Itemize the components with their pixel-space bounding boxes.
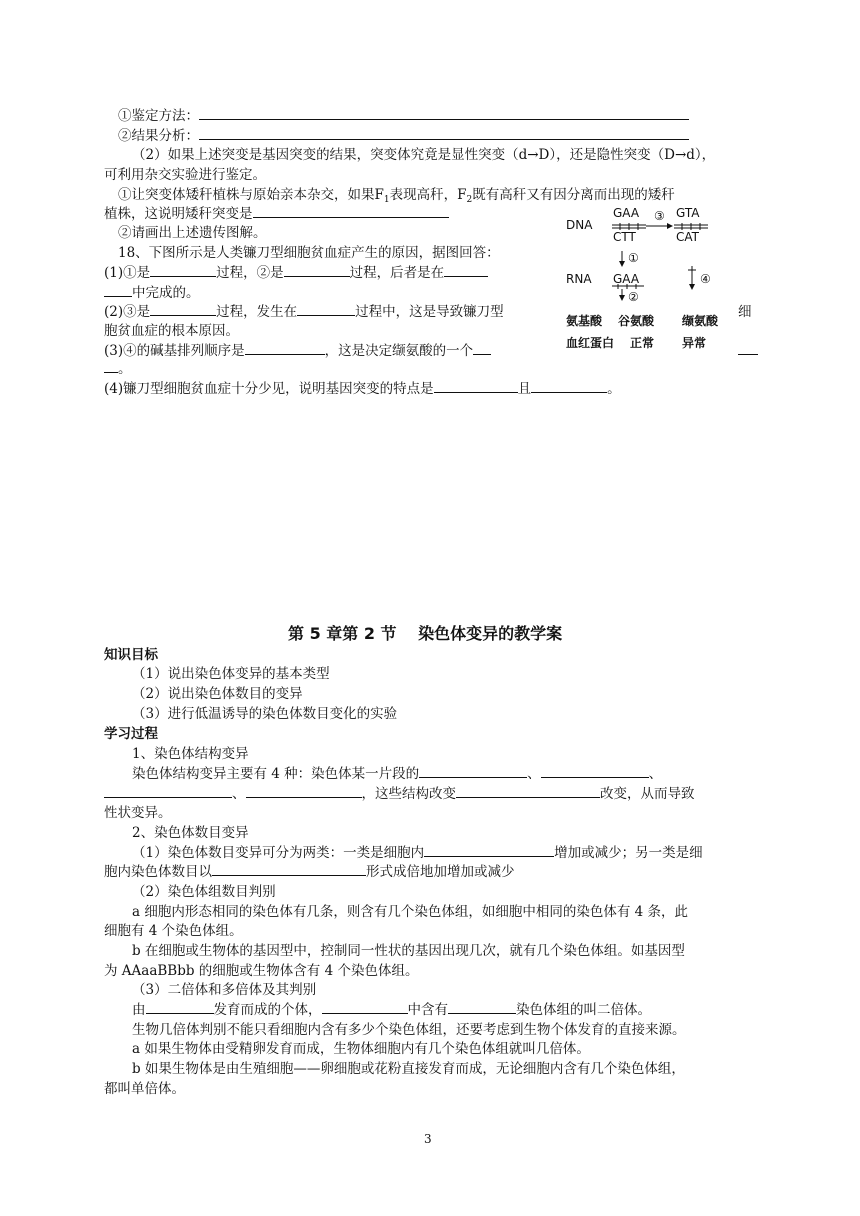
blank[interactable] [444, 264, 488, 277]
line-q18-1 [104, 264, 488, 282]
para: 2、染色体数目变异 [132, 825, 249, 841]
para: 1、染色体结构变异 [132, 746, 249, 762]
text: 染色体结构变异主要有 4 种：染色体某一片段的 [132, 766, 420, 782]
text: (1)①是 [104, 265, 151, 281]
blank[interactable] [322, 1001, 408, 1014]
text: （1）染色体数目变异可分为两类：一类是细胞内 [132, 845, 425, 861]
blank[interactable] [199, 107, 689, 120]
text: 形式成倍地加增加或减少 [366, 864, 515, 880]
page-number: 3 [424, 1132, 432, 1146]
text: ①让突变体矮秆植株与原始亲本杂交，如果F [118, 187, 384, 203]
normal-label: 正常 [630, 336, 655, 350]
text: (3)④的碱基排列顺序是 [104, 343, 245, 359]
para: b 在细胞或生物体的基因型中，控制同一性状的基因出现几次，就有几个染色体组。如基因型 [132, 943, 685, 959]
dna-top-left: GAA [613, 206, 640, 220]
blank[interactable] [146, 1001, 214, 1014]
para: b 如果生物体是由生殖细胞——卵细胞或花粉直接发育而成，无论细胞内含有几个染色体组， [132, 1061, 685, 1077]
text: 改变，从而导致 [600, 786, 695, 802]
amino-mutant: 缬氨酸 [682, 314, 719, 328]
line-q18-3-cont [104, 360, 132, 378]
para [132, 844, 703, 862]
blank[interactable] [253, 205, 449, 218]
line-method [118, 107, 689, 125]
goal-item: （2）说出染色体数目的变异 [132, 686, 303, 702]
text: (2)③是 [104, 304, 151, 320]
para: 为 AAaaBBbb 的细胞或生物体含有 4 个染色体组。 [104, 963, 419, 979]
text: ，这些结构改变 [361, 786, 456, 802]
step-2-label: ② [628, 290, 639, 304]
line-draw: ②请画出上述遗传图解。 [118, 225, 267, 241]
line-q18-4 [104, 380, 621, 398]
goal-item: （1）说出染色体变异的基本类型 [132, 666, 330, 682]
amino-normal: 谷氨酸 [618, 314, 655, 328]
line-q2: （2）如果上述突变是基因突变的结果，突变体究竟是显性突变（d→D），还是隐性突变（D→d）， [132, 147, 716, 163]
goal-item: （3）进行低温诱导的染色体数目变化的实验 [132, 706, 398, 722]
text: 、 [232, 786, 246, 802]
sickle-cell-figure [556, 206, 776, 356]
blank[interactable] [104, 785, 232, 798]
blank[interactable] [424, 844, 554, 857]
subscript: 2 [466, 195, 473, 205]
dna-bottom-left: CTT [613, 230, 636, 244]
para: a 细胞内形态相同的染色体有几条，则含有几个染色体组，如细胞中相同的染色体有 4 条，此 [132, 904, 689, 920]
para [132, 1001, 651, 1019]
text: 。 [607, 381, 621, 397]
text: 胞内染色体数目以 [104, 864, 212, 880]
para: a 如果生物体由受精卵发育而成，生物体细胞内有几个染色体组就叫几倍体。 [132, 1041, 590, 1057]
blank[interactable] [246, 785, 362, 798]
para [132, 765, 662, 783]
para: 性状变异。 [104, 805, 172, 821]
blank[interactable] [434, 380, 518, 393]
text: 由 [132, 1002, 146, 1018]
question-18: 18、下图所示是人类镰刀型细胞贫血症产生的原因，据图回答： [118, 245, 500, 261]
dna-label: DNA [566, 218, 593, 232]
blank[interactable] [150, 303, 216, 316]
para: 都叫单倍体。 [104, 1081, 185, 1097]
dna-top-right: GTA [676, 206, 700, 220]
para: 细胞有 4 个染色体组。 [104, 923, 243, 939]
text: 、 [527, 766, 541, 782]
blank[interactable] [150, 264, 216, 277]
line-q18-2 [104, 303, 504, 321]
blank[interactable] [419, 765, 527, 778]
step-4-label: ④ [700, 272, 711, 286]
text: 发育而成的个体， [213, 1002, 322, 1018]
text: 过程中，这是导致镰刀型 [355, 304, 504, 320]
blank[interactable] [212, 863, 366, 876]
text: 增加或减少；另一类是细 [554, 845, 703, 861]
blank[interactable] [541, 765, 649, 778]
para: （2）染色体组数目判别 [132, 884, 276, 900]
blank[interactable] [199, 127, 689, 140]
para: 生物几倍体判别不能只看细胞内含有多少个染色体组，还要考虑到生物个体发育的直接来源。 [132, 1022, 686, 1038]
text: ②结果分析： [118, 128, 199, 144]
line-q18-2-cont: 胞贫血症的根本原因。 [104, 323, 239, 339]
blank[interactable] [245, 342, 325, 355]
blank[interactable] [448, 1001, 516, 1014]
subscript: 1 [383, 195, 390, 205]
blank[interactable] [297, 303, 355, 316]
hemoglobin-label: 血红蛋白 [566, 336, 615, 350]
line-q18-2-tail: 细 [738, 304, 752, 320]
text: ①鉴定方法： [118, 108, 199, 124]
line-q18-3 [104, 342, 491, 360]
text: 过程，发生在 [216, 304, 298, 320]
text: 过程，②是 [216, 265, 284, 281]
blank[interactable] [104, 284, 132, 297]
line-cross-cont [104, 205, 449, 223]
text: 。 [118, 361, 132, 377]
line-q2-cont: 可利用杂交实验进行鉴定。 [104, 167, 266, 183]
line-q18-1-cont [104, 284, 200, 302]
abnormal-label: 异常 [682, 336, 707, 350]
blank[interactable] [473, 342, 491, 355]
blank[interactable] [531, 380, 607, 393]
process-heading: 学习过程 [104, 726, 158, 742]
rna-codon: GAA [613, 272, 640, 286]
dna-bottom-right: CAT [676, 230, 699, 244]
para [104, 863, 515, 881]
text: 过程，后者是在 [349, 265, 445, 281]
text: 染色体组的叫二倍体。 [516, 1002, 651, 1018]
blank[interactable] [456, 785, 600, 798]
para [104, 785, 695, 803]
text: (4)镰刀型细胞贫血症十分少见，说明基因突变的特点是 [104, 381, 434, 397]
section-title: 第 5 章第 2 节 染色体变异的教学案 [288, 624, 563, 643]
para: （3）二倍体和多倍体及其判别 [132, 982, 317, 998]
line-analysis [118, 127, 689, 145]
text: 且 [517, 381, 532, 397]
text: 、 [648, 766, 663, 782]
step-1-label: ① [628, 251, 639, 265]
text: 中完成的。 [132, 285, 200, 301]
text: 植株，这说明矮秆突变是 [104, 206, 253, 222]
text: 中含有 [407, 1002, 448, 1018]
blank[interactable] [284, 264, 350, 277]
amino-acid-label: 氨基酸 [566, 314, 603, 328]
text: 表现高秆，F [389, 187, 467, 203]
step-3-label: ③ [654, 209, 665, 223]
blank[interactable] [104, 360, 118, 373]
rna-label: RNA [566, 272, 592, 286]
text: ，这是决定缬氨酸的一个 [324, 343, 474, 359]
goals-heading: 知识目标 [104, 647, 158, 663]
text: 既有高秆又有因分离而出现的矮秆 [472, 187, 675, 203]
